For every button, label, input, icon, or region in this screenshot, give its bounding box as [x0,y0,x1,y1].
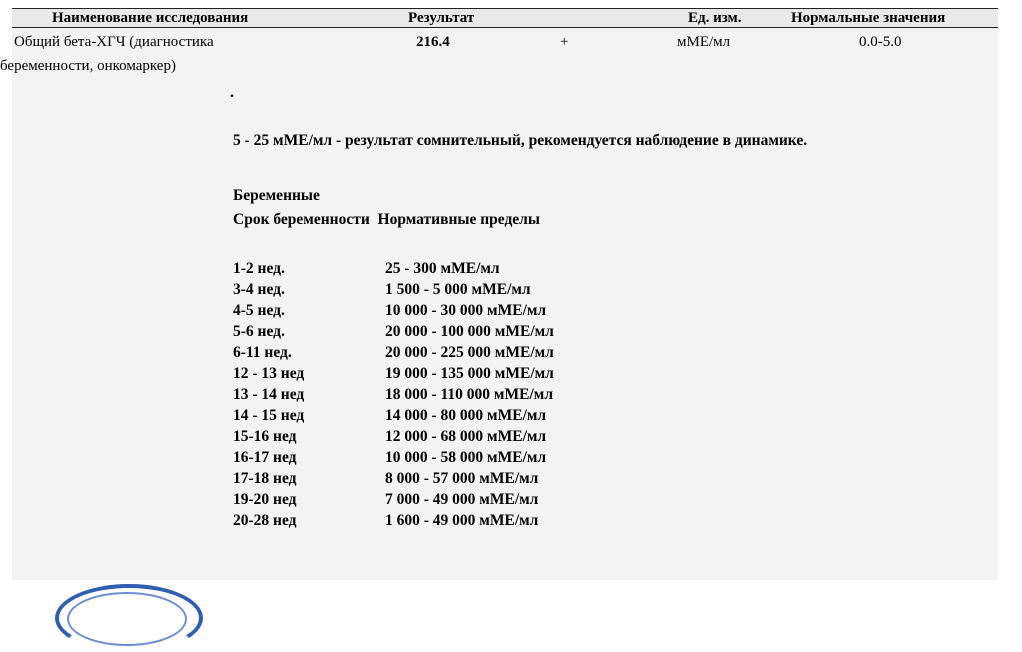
result-flag: + [560,34,569,50]
range-limits: 1 500 - 5 000 мМЕ/мл [385,281,531,298]
limits-header: Нормативные пределы [377,211,540,228]
range-term: 20-28 нед [233,512,297,529]
range-term: 1-2 нед. [233,260,285,277]
header-result: Результат [408,10,475,26]
test-name-line2: беременности, онкомаркер) [0,58,176,74]
range-term: 6-11 нед. [233,344,292,361]
range-term: 15-16 нед [233,428,297,445]
range-term: 19-20 нед [233,491,297,508]
result-normal-range: 0.0-5.0 [859,34,902,50]
result-value: 216.4 [416,34,450,50]
range-limits: 7 000 - 49 000 мМЕ/мл [385,491,539,508]
range-limits: 14 000 - 80 000 мМЕ/мл [385,407,547,424]
range-limits: 10 000 - 30 000 мМЕ/мл [385,302,547,319]
header-normal-values: Нормальные значения [791,10,946,26]
range-limits: 1 600 - 49 000 мМЕ/мл [385,512,539,529]
range-limits: 25 - 300 мМЕ/мл [385,260,500,277]
range-term: 4-5 нед. [233,302,285,319]
doubtful-note: 5 - 25 мМЕ/мл - результат сомнительный, рекомендуется наблюдение в динамике. [233,132,808,149]
range-term: 17-18 нед [233,470,297,487]
range-term: 5-6 нед. [233,323,285,340]
header-unit: Ед. изм. [688,10,742,26]
range-limits: 19 000 - 135 000 мМЕ/мл [385,365,554,382]
range-term: 3-4 нед. [233,281,285,298]
range-term: 13 - 14 нед [233,386,305,403]
range-limits: 8 000 - 57 000 мМЕ/мл [385,470,539,487]
result-unit: мМЕ/мл [677,34,731,50]
range-limits: 18 000 - 110 000 мМЕ/мл [385,386,554,403]
term-header: Срок беременности [233,211,370,228]
range-limits: 20 000 - 225 000 мМЕ/мл [385,344,554,361]
clinic-stamp-inner [67,592,187,646]
range-limits: 10 000 - 58 000 мМЕ/мл [385,449,547,466]
range-limits: 20 000 - 100 000 мМЕ/мл [385,323,554,340]
range-term: 16-17 нед [233,449,297,466]
comment-dot: . [230,84,234,101]
pregnancy-section [233,184,540,232]
range-term: 14 - 15 нед [233,407,305,424]
range-term: 12 - 13 нед [233,365,305,382]
header-test-name: Наименование исследования [52,10,249,26]
test-name-line1: Общий бета-ХГЧ (диагностика [14,34,214,50]
pregnancy-table-header [233,208,540,232]
table-header [12,8,998,28]
range-limits: 12 000 - 68 000 мМЕ/мл [385,428,547,445]
pregnant-title: Беременные [233,187,320,204]
